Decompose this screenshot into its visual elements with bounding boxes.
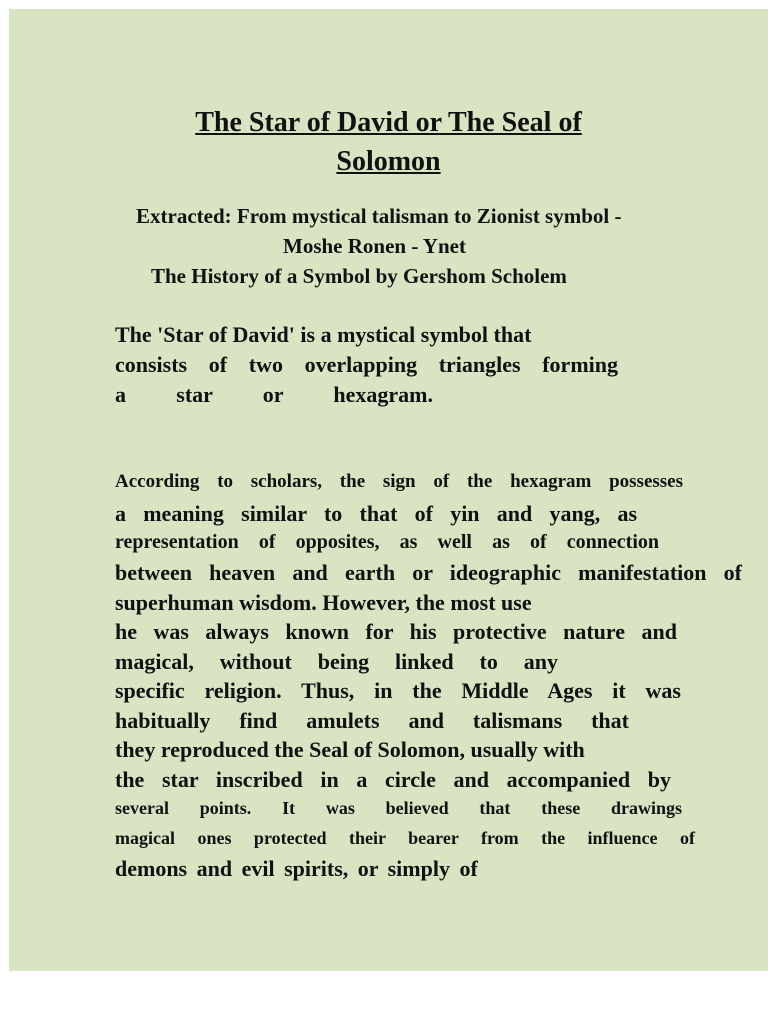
body-line-7: magical, without being linked to any xyxy=(115,649,558,674)
body-line-14: demons and evil spirits, or simply of xyxy=(115,856,478,881)
intro-line-3: a star or hexagram. xyxy=(115,382,433,407)
body-line-10: they reproduced the Seal of Solomon, usually with xyxy=(115,737,585,762)
body-line-9: habitually find amulets and talismans that xyxy=(115,708,629,733)
body-line-1: According to scholars, the sign of the hexagram possesses xyxy=(115,471,683,492)
body-line-12: several points. It was believed that these drawings xyxy=(115,798,682,818)
body-line-6: he was always known for his protective nature and xyxy=(115,619,677,644)
body-line-3: representation of opposites, as well as of connection xyxy=(115,531,659,553)
body-line-2: a meaning similar to that of yin and yang, as xyxy=(115,501,637,526)
source-line-2: Moshe Ronen - Ynet xyxy=(283,234,466,258)
body-line-11: the star inscribed in a circle and accompanied by xyxy=(115,767,671,792)
title-line-1: The Star of David or The Seal of xyxy=(195,107,582,138)
title-line-2: Solomon xyxy=(336,146,441,177)
body-line-13: magical ones protected their bearer from the influence of xyxy=(115,828,695,848)
source-line-3: The History of a Symbol by Gershom Scholem xyxy=(151,264,567,288)
source-line-1: Extracted: From mystical talisman to Zionist symbol - xyxy=(136,204,622,228)
body-line-4: between heaven and earth or ideographic manifestation of xyxy=(115,560,742,585)
body-line-5: superhuman wisdom. However, the most use xyxy=(115,590,532,615)
intro-line-1: The 'Star of David' is a mystical symbol that xyxy=(115,322,532,347)
intro-line-2: consists of two overlapping triangles forming xyxy=(115,352,618,377)
document-page xyxy=(9,9,768,971)
body-line-8: specific religion. Thus, in the Middle Ages it was xyxy=(115,678,681,703)
